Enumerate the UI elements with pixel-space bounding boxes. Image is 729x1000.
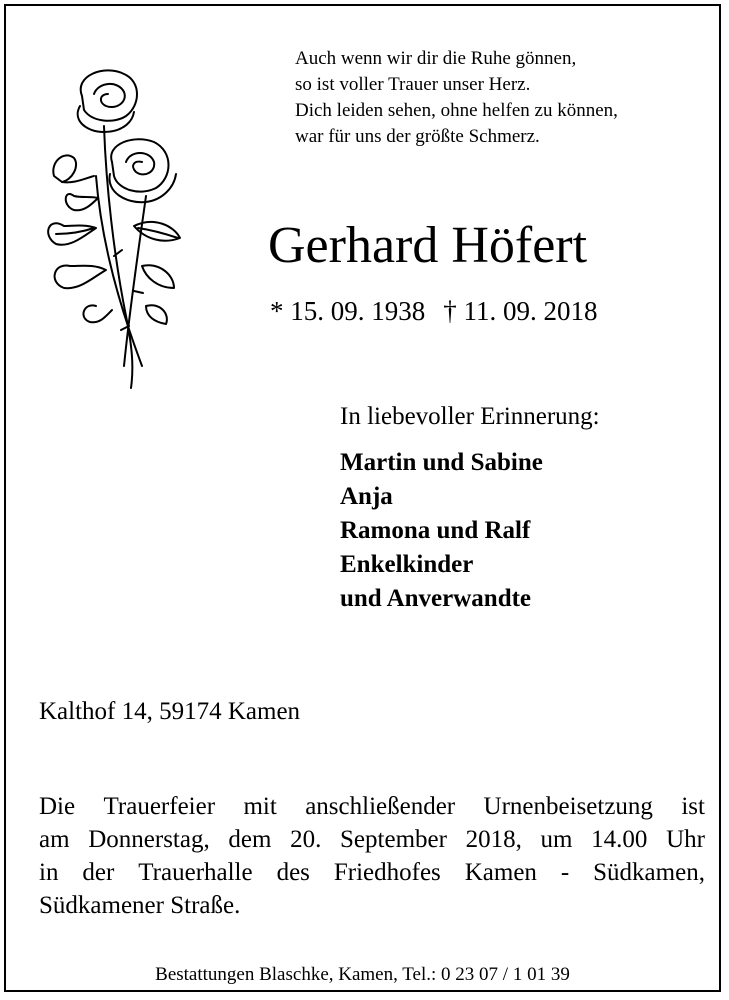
mourner: Ramona und Ralf: [340, 517, 531, 544]
service-word: am: [39, 826, 70, 853]
poem-line: Auch wenn wir dir die Ruhe gönnen,: [295, 48, 577, 69]
life-dates: [270, 294, 598, 328]
service-word: Donnerstag,: [88, 826, 210, 853]
service-word: Kamen: [464, 859, 537, 886]
poem-line: Dich leiden sehen, ohne helfen zu können,: [295, 100, 618, 121]
service-word: des: [276, 859, 310, 886]
service-line-last: Südkamener Straße.: [39, 892, 241, 919]
service-word: Die: [39, 793, 76, 820]
birth-date: * 15. 09. 1938: [270, 296, 426, 326]
service-word: Trauerhalle: [138, 859, 253, 886]
mourner: Enkelkinder: [340, 551, 474, 578]
service-word: dem: [228, 826, 272, 853]
service-word: Trauerfeier: [103, 793, 216, 820]
mourners-list: [340, 446, 543, 616]
service-notice: [39, 790, 705, 922]
service-word: Uhr: [666, 826, 705, 853]
deceased-name: Gerhard Höfert: [268, 217, 588, 274]
obituary-frame: [4, 4, 721, 992]
rose-illustration-icon: [34, 66, 184, 391]
funeral-home-footer: Bestattungen Blaschke, Kamen, Tel.: 0 23 07 / 1 01 39: [155, 964, 570, 985]
service-word: in: [39, 859, 59, 886]
service-line: [39, 790, 705, 823]
service-word: um: [540, 826, 573, 853]
memory-line: In liebevoller Erinnerung:: [340, 403, 600, 430]
mourner: und Anverwandte: [340, 585, 532, 612]
death-date: † 11. 09. 2018: [443, 296, 598, 326]
poem-line: so ist voller Trauer unser Herz.: [295, 74, 531, 95]
service-word: anschließender: [305, 793, 456, 820]
service-word: mit: [243, 793, 277, 820]
service-word: 20.: [290, 826, 322, 853]
mourner: Martin und Sabine: [340, 449, 543, 476]
service-word: ist: [681, 793, 705, 820]
address: Kalthof 14, 59174 Kamen: [39, 698, 301, 725]
service-line: [39, 823, 705, 856]
service-word: der: [82, 859, 115, 886]
service-word: 14.00: [591, 826, 648, 853]
service-word: Urnenbeisetzung: [483, 793, 653, 820]
poem: [295, 46, 618, 150]
mourner: Anja: [340, 483, 393, 510]
service-word: 2018,: [465, 826, 522, 853]
poem-line: war für uns der größte Schmerz.: [295, 126, 540, 147]
service-word: Friedhofes: [333, 859, 441, 886]
service-word: -: [560, 859, 570, 886]
service-word: Südkamen,: [593, 859, 705, 886]
service-word: September: [340, 826, 447, 853]
service-line: [39, 856, 705, 889]
